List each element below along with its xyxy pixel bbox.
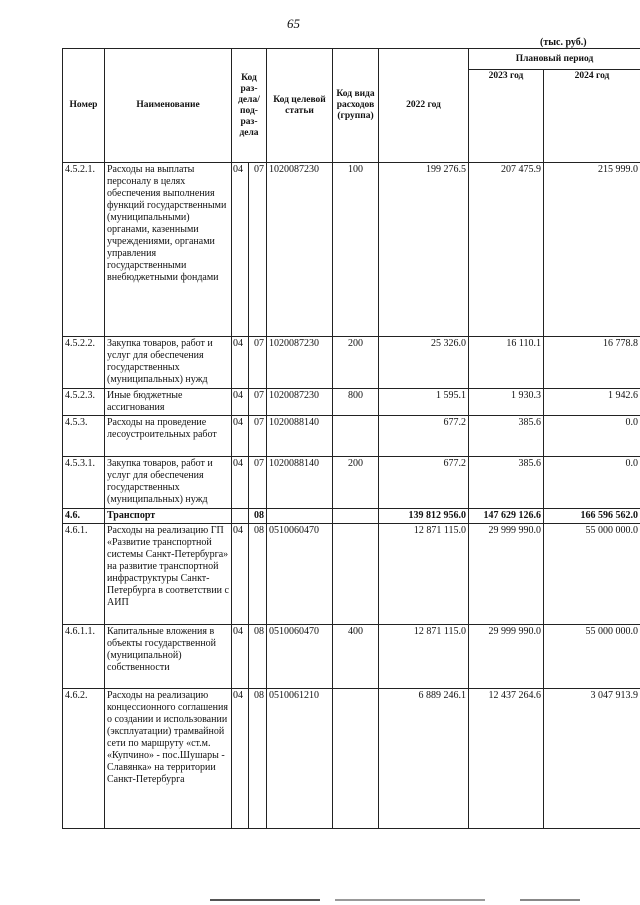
row-target-code: 0510061210 (267, 689, 333, 829)
row-subsection: 07 (249, 389, 267, 416)
header-section: Код раз-дела/ под-раз-дела (232, 49, 267, 163)
row-2024: 0.0 (544, 416, 640, 457)
row-2022: 6 889 246.1 (379, 689, 469, 829)
row-target-code: 1020088140 (267, 457, 333, 509)
row-number: 4.5.2.3. (63, 389, 105, 416)
row-name: Расходы на проведение лесоустроительных работ (105, 416, 232, 457)
row-2023: 16 110.1 (469, 337, 544, 389)
header-expense-type: Код вида расходов (группа) (333, 49, 379, 163)
row-expense-type: 200 (333, 457, 379, 509)
row-subsection: 07 (249, 416, 267, 457)
table-row (63, 416, 640, 457)
row-name: Капитальные вложения в объекты государственной (муниципальной) собственности (105, 625, 232, 689)
row-number: 4.5.2.1. (63, 163, 105, 337)
row-2023: 385.6 (469, 457, 544, 509)
row-name: Закупка товаров, работ и услуг для обеспечения государственных (муниципальных) нужд (105, 337, 232, 389)
row-2024: 166 596 562.0 (544, 509, 640, 524)
row-number: 4.5.2.2. (63, 337, 105, 389)
row-2023: 207 475.9 (469, 163, 544, 337)
row-2023: 12 437 264.6 (469, 689, 544, 829)
row-target-code: 1020087230 (267, 389, 333, 416)
header-name: Наименование (105, 49, 232, 163)
row-expense-type (333, 524, 379, 625)
row-2023: 29 999 990.0 (469, 625, 544, 689)
row-section (232, 509, 249, 524)
units-label: (тыс. руб.) (540, 37, 587, 48)
header-target: Код целевой статьи (267, 49, 333, 163)
row-section: 04 (232, 689, 249, 829)
row-section: 04 (232, 163, 249, 337)
header-2023: 2023 год (469, 70, 544, 163)
row-subsection: 08 (249, 689, 267, 829)
row-name: Расходы на реализацию ГП «Развитие транспортной системы Санкт-Петербурга» на развитие транспортной инфраструктуры Санкт-Петербурга в соответствии с АИП (105, 524, 232, 625)
row-expense-type (333, 416, 379, 457)
row-target-code: 1020087230 (267, 337, 333, 389)
header-2022: 2022 год (379, 49, 469, 163)
row-2022: 677.2 (379, 416, 469, 457)
row-expense-type (333, 509, 379, 524)
row-2022: 139 812 956.0 (379, 509, 469, 524)
row-2022: 25 326.0 (379, 337, 469, 389)
row-2023: 29 999 990.0 (469, 524, 544, 625)
table-row (63, 457, 640, 509)
row-name: Транспорт (105, 509, 232, 524)
row-expense-type (333, 689, 379, 829)
row-subsection: 07 (249, 337, 267, 389)
footer-rule (210, 899, 320, 901)
table-row (63, 163, 640, 337)
footer-rule (520, 899, 580, 901)
row-subsection: 08 (249, 509, 267, 524)
header-plan-period: Плановый период (469, 49, 640, 70)
row-expense-type: 200 (333, 337, 379, 389)
row-section: 04 (232, 337, 249, 389)
header-number: Номер (63, 49, 105, 163)
row-expense-type: 800 (333, 389, 379, 416)
row-section: 04 (232, 416, 249, 457)
row-2024: 0.0 (544, 457, 640, 509)
row-subsection: 07 (249, 163, 267, 337)
row-expense-type: 400 (333, 625, 379, 689)
row-2022: 12 871 115.0 (379, 524, 469, 625)
row-expense-type: 100 (333, 163, 379, 337)
row-number: 4.6. (63, 509, 105, 524)
row-2024: 3 047 913.9 (544, 689, 640, 829)
row-number: 4.6.1. (63, 524, 105, 625)
row-name: Расходы на выплаты персоналу в целях обеспечения выполнения функций государственными (муниципальными) органами, казенными учреждениями, органами управления государственными внебюджетными фондами (105, 163, 232, 337)
page-number: 65 (287, 16, 300, 31)
header-2024: 2024 год (544, 70, 640, 163)
table-row (63, 389, 640, 416)
table-row (63, 524, 640, 625)
row-name: Иные бюджетные ассигнования (105, 389, 232, 416)
row-2023: 385.6 (469, 416, 544, 457)
row-target-code: 1020088140 (267, 416, 333, 457)
table-row (63, 509, 640, 524)
row-number: 4.6.2. (63, 689, 105, 829)
row-section: 04 (232, 625, 249, 689)
table-row (63, 689, 640, 829)
row-2022: 1 595.1 (379, 389, 469, 416)
row-section: 04 (232, 524, 249, 625)
table-row (63, 625, 640, 689)
row-2023: 1 930.3 (469, 389, 544, 416)
row-number: 4.5.3.1. (63, 457, 105, 509)
row-name: Закупка товаров, работ и услуг для обеспечения государственных (муниципальных) нужд (105, 457, 232, 509)
row-2023: 147 629 126.6 (469, 509, 544, 524)
row-number: 4.6.1.1. (63, 625, 105, 689)
row-subsection: 08 (249, 524, 267, 625)
row-target-code: 0510060470 (267, 625, 333, 689)
table-row (63, 337, 640, 389)
row-section: 04 (232, 389, 249, 416)
budget-table (62, 48, 640, 829)
row-2024: 1 942.6 (544, 389, 640, 416)
row-2022: 12 871 115.0 (379, 625, 469, 689)
row-subsection: 08 (249, 625, 267, 689)
row-name: Расходы на реализацию концессионного соглашения о создании и использовании (эксплуатации) трамвайной сети по маршруту «ст.м. «Купчино» - пос.Шушары - Славянка» на территории Санкт-Петербурга (105, 689, 232, 829)
row-2024: 55 000 000.0 (544, 524, 640, 625)
row-target-code: 1020087230 (267, 163, 333, 337)
row-subsection: 07 (249, 457, 267, 509)
row-section: 04 (232, 457, 249, 509)
row-target-code: 0510060470 (267, 524, 333, 625)
row-2024: 215 999.0 (544, 163, 640, 337)
row-2024: 16 778.8 (544, 337, 640, 389)
row-number: 4.5.3. (63, 416, 105, 457)
row-2022: 199 276.5 (379, 163, 469, 337)
footer-rule (335, 899, 485, 901)
row-target-code (267, 509, 333, 524)
row-2024: 55 000 000.0 (544, 625, 640, 689)
row-2022: 677.2 (379, 457, 469, 509)
